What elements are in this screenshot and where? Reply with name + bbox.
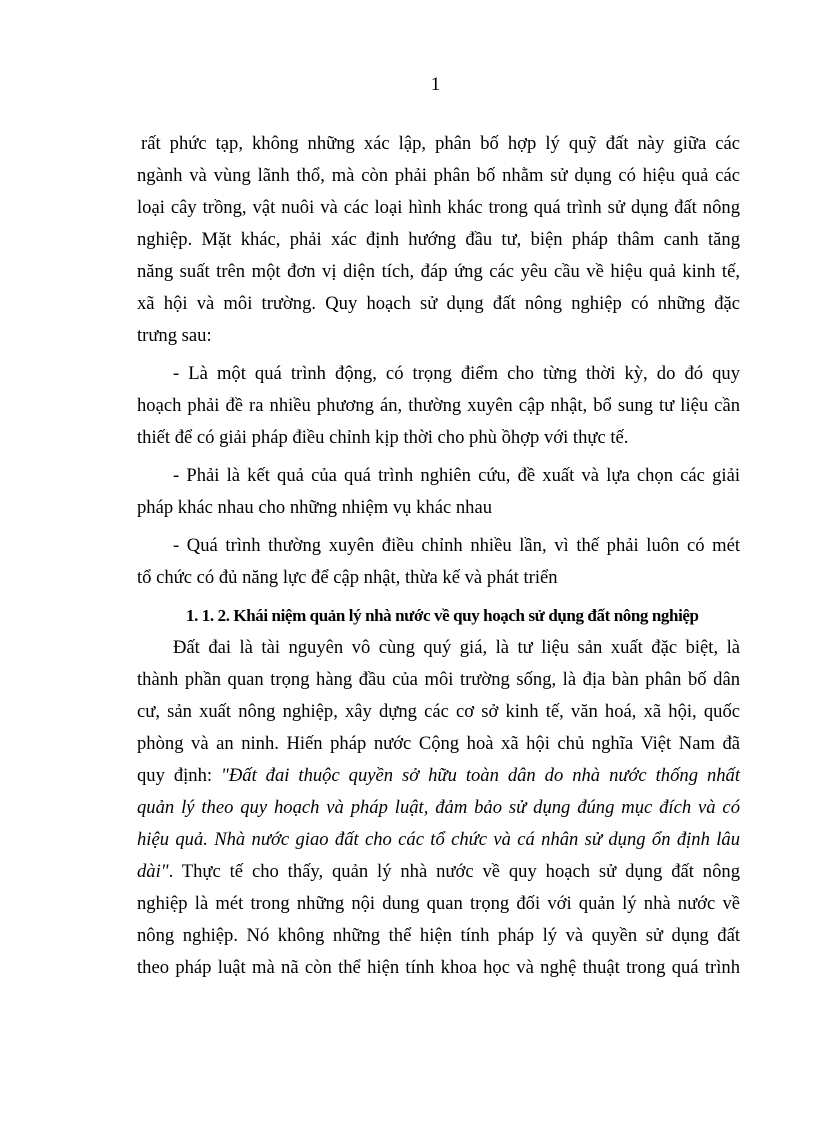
text-line: - Phải là kết quả của quá trình nghiên cứu, đề xuất và lựa chọn các giải (173, 465, 740, 486)
text-line: nông nghiệp. Nó không những thể hiện tính pháp lý và quyền sử dụng đất (137, 925, 740, 946)
text-line: pháp khác nhau cho những nhiệm vụ khác nhau (137, 497, 492, 518)
page-number: 1 (430, 74, 441, 95)
text-line: - Là một quá trình động, có trọng điểm cho từng thời kỳ, do đó quy (173, 363, 740, 384)
text-line: tổ chức có đủ năng lực để cập nhật, thừa kế và phát triển (137, 567, 558, 588)
quote-text: "Đất đai thuộc quyền sở hữu toàn dân do nhà nước thống nhất (221, 765, 740, 786)
paragraph-land-management (137, 632, 740, 984)
document-body (137, 128, 740, 984)
text-line: cư, sản xuất nông nghiệp, xây dựng các cơ sở kinh tế, văn hoá, xã hội, quốc (137, 701, 740, 722)
text-line: rất phức tạp, không những xác lập, phân bố hợp lý quỹ đất này giữa các (141, 133, 740, 154)
text-segment: . Thực tế cho thấy, quản lý nhà nước về quy hoạch sử dụng đất nông (168, 861, 740, 882)
quote-text: dài" (137, 861, 169, 882)
bullet-item-1 (137, 358, 740, 454)
quote-text: hiệu quả. Nhà nước giao đất cho các tổ chức và cá nhân sử dụng ổn định lâu (137, 829, 740, 850)
bullet-item-3 (137, 530, 740, 594)
text-line: loại cây trồng, vật nuôi và các loại hình khác trong quá trình sử dụng đất nông (137, 197, 740, 218)
text-line (137, 824, 740, 856)
text-line (137, 760, 740, 792)
text-line: nghiệp là mét trong những nội dung quan trọng đối với quản lý nhà nước về (137, 893, 740, 914)
paragraph-intro (137, 128, 740, 352)
text-line: trưng sau: (137, 325, 212, 346)
text-line: thiết để có giải pháp điều chỉnh kịp thời cho phù ồhợp với thực tế. (137, 427, 629, 448)
text-line: năng suất trên một đơn vị diện tích, đáp ứng các yêu cầu về hiệu quả kinh tế, (137, 261, 740, 282)
text-line: nghiệp. Mặt khác, phải xác định hướng đầu tư, biện pháp thâm canh tăng (137, 229, 740, 250)
text-line: ngành và vùng lãnh thổ, mà còn phải phân bố nhằm sử dụng có hiệu quả các (137, 165, 740, 186)
text-line: Đất đai là tài nguyên vô cùng quý giá, là tư liệu sản xuất đặc biệt, là (173, 637, 740, 658)
text-line: hoạch phải đề ra nhiều phương án, thường xuyên cập nhật, bổ sung tư liệu cần (137, 395, 740, 416)
text-line (137, 792, 740, 824)
text-line: theo pháp luật mà nã còn thể hiện tính khoa học và nghệ thuật trong quá trình (137, 957, 740, 978)
text-line: phòng và an ninh. Hiến pháp nước Cộng hoà xã hội chủ nghĩa Việt Nam đã (137, 733, 740, 754)
quote-text: quản lý theo quy hoạch và pháp luật, đảm bảo sử dụng đúng mục đích và có (137, 797, 740, 818)
text-line: xã hội và môi trường. Quy hoạch sử dụng đất nông nghiệp có những đặc (137, 293, 740, 314)
text-line (137, 856, 740, 888)
text-line: thành phần quan trọng hàng đầu của môi trường sống, là địa bàn phân bố dân (137, 669, 740, 690)
section-heading: 1. 1. 2. Khái niệm quản lý nhà nước về quy hoạch sử dụng đất nông nghiệp (186, 606, 699, 625)
text-segment: quy định: (137, 765, 222, 786)
text-line: - Quá trình thường xuyên điều chỉnh nhiều lần, vì thế phải luôn có mét (173, 535, 740, 556)
bullet-item-2 (137, 460, 740, 524)
